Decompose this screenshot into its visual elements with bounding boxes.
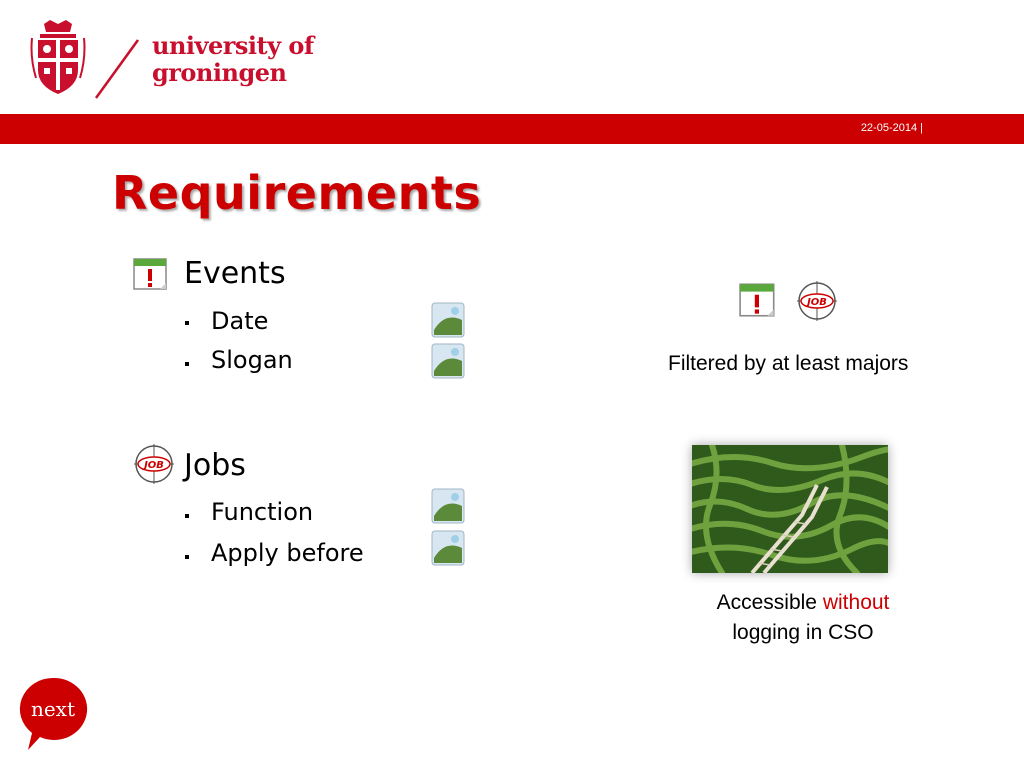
next-speech-bubble-logo xyxy=(18,676,88,752)
bullet-marker xyxy=(185,362,189,366)
image-thumbnail-icon xyxy=(431,488,465,524)
calendar-alert-icon xyxy=(132,255,172,293)
caption2-emphasis: without xyxy=(822,591,890,614)
caption2-prefix: Accessible xyxy=(716,591,817,614)
slide-title: Requirements xyxy=(112,166,482,220)
job-target-icon xyxy=(795,279,839,323)
bullet-marker xyxy=(185,555,189,559)
maze-photo xyxy=(692,445,888,573)
svg-text:JOB: JOB xyxy=(144,460,164,471)
university-crest-logo xyxy=(30,18,86,96)
section-heading-jobs: Jobs xyxy=(184,448,246,483)
caption-filtered-by-majors: Filtered by at least majors xyxy=(668,352,909,375)
logo-text-university-of: university of xyxy=(152,31,314,60)
image-thumbnail-icon xyxy=(431,343,465,379)
list-item-apply-before: Apply before xyxy=(211,539,364,567)
logo-divider-slash xyxy=(92,38,142,100)
bullet-marker xyxy=(185,321,189,325)
logo-text-groningen: groningen xyxy=(152,58,287,87)
list-item-date: Date xyxy=(211,307,269,335)
calendar-alert-icon xyxy=(738,280,780,320)
caption-accessible-without-login xyxy=(690,588,916,648)
slide-date: 22-05-2014 | xyxy=(860,122,923,134)
image-thumbnail-icon xyxy=(431,302,465,338)
bullet-marker xyxy=(185,514,189,518)
next-logo-text: next xyxy=(30,697,76,721)
list-item-slogan: Slogan xyxy=(211,346,293,374)
header-bar xyxy=(0,114,1024,144)
image-thumbnail-icon xyxy=(431,530,465,566)
svg-text:JOB: JOB xyxy=(807,297,827,308)
section-heading-events: Events xyxy=(184,256,286,291)
job-target-icon xyxy=(132,442,176,486)
list-item-function: Function xyxy=(211,498,314,526)
caption2-suffix: logging in CSO xyxy=(732,621,874,644)
